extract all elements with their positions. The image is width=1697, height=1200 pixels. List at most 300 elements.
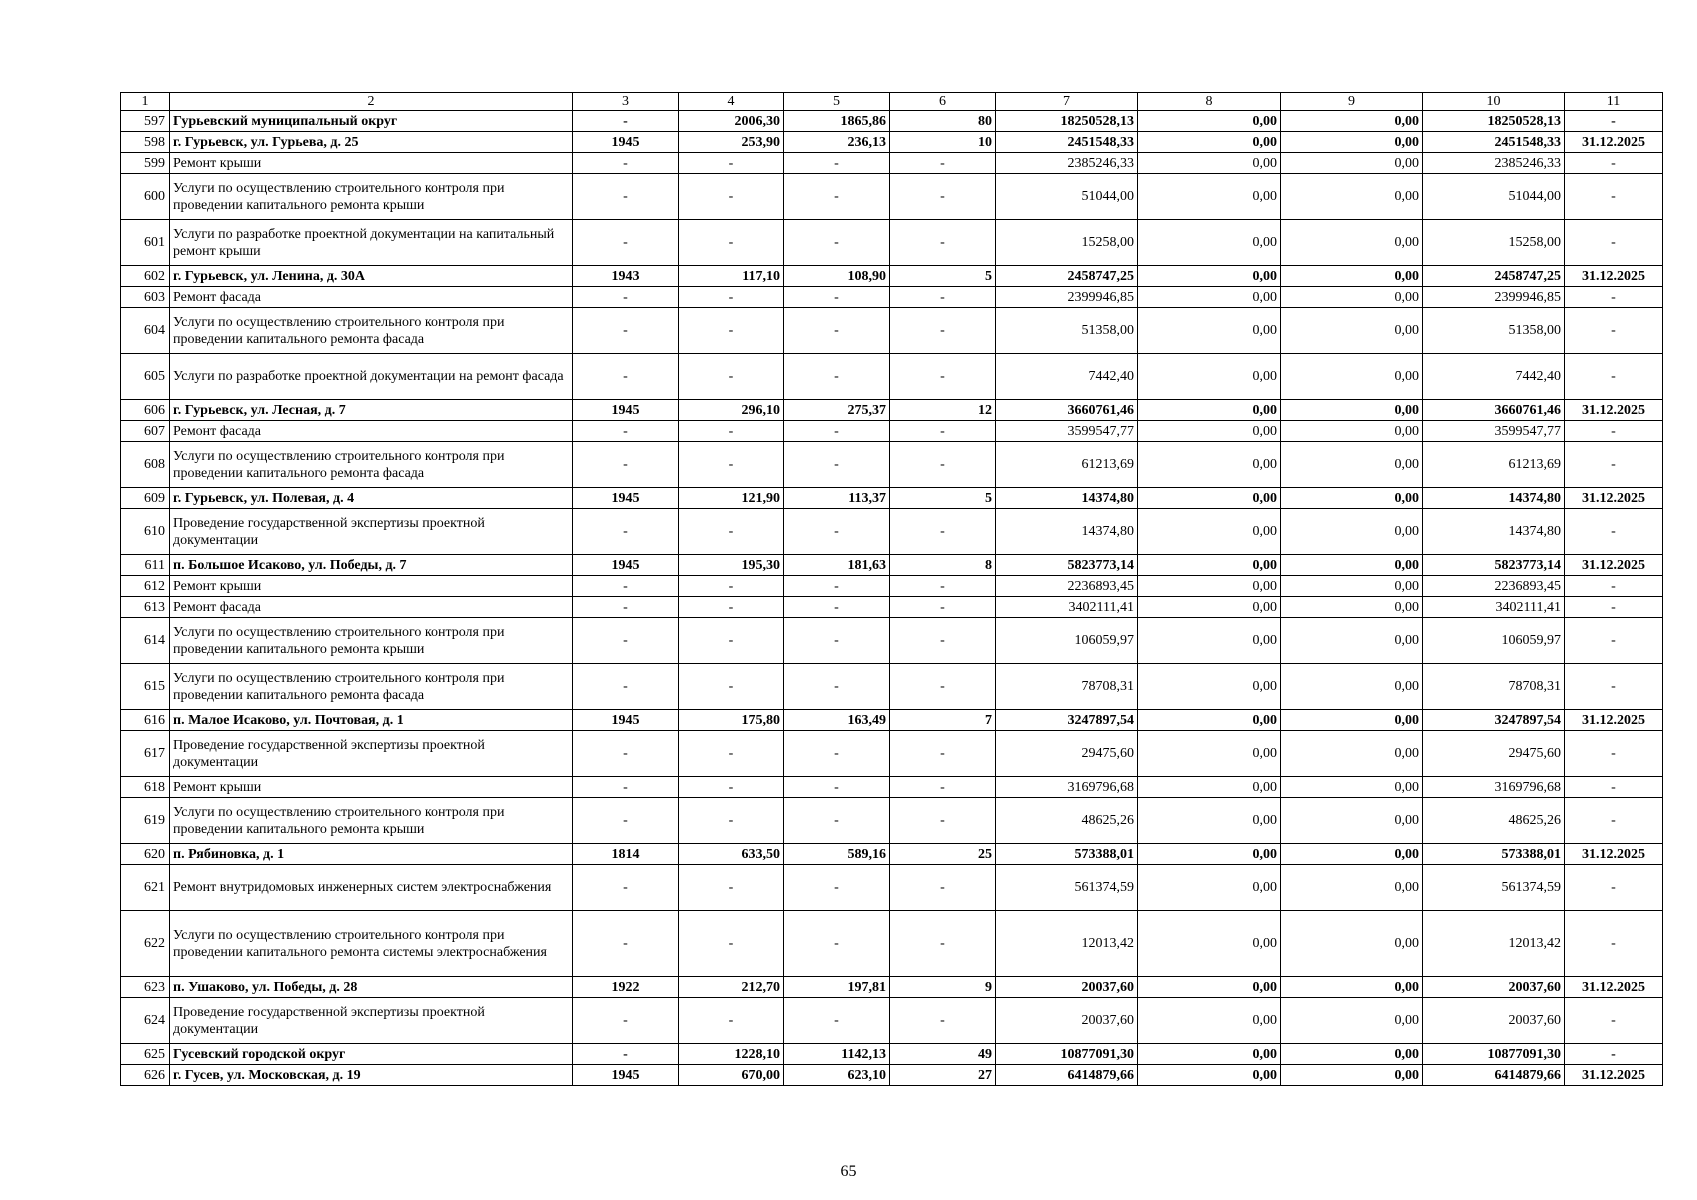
cost-total: 3599547,77 xyxy=(996,421,1138,442)
area-living: 181,63 xyxy=(784,555,890,576)
cost-local: 10877091,30 xyxy=(1423,1044,1565,1065)
cost-total: 2451548,33 xyxy=(996,132,1138,153)
area-total: 175,80 xyxy=(679,710,784,731)
row-number: 621 xyxy=(121,865,170,911)
cost-total: 61213,69 xyxy=(996,442,1138,488)
column-number: 5 xyxy=(784,93,890,111)
row-number: 609 xyxy=(121,488,170,509)
row-number: 600 xyxy=(121,174,170,220)
item-name: Услуги по осуществлению строительного контроля при проведении капитального ремонта крыши xyxy=(170,618,573,664)
area-living: 589,16 xyxy=(784,844,890,865)
item-name: п. Большое Исаково, ул. Победы, д. 7 xyxy=(170,555,573,576)
completion-date: - xyxy=(1565,509,1663,555)
cost-total: 5823773,14 xyxy=(996,555,1138,576)
row-number: 622 xyxy=(121,911,170,977)
cost-total: 6414879,66 xyxy=(996,1065,1138,1086)
year: - xyxy=(573,421,679,442)
cost-local: 15258,00 xyxy=(1423,220,1565,266)
cost-federal: 0,00 xyxy=(1138,555,1281,576)
area-living: 275,37 xyxy=(784,400,890,421)
row-number: 625 xyxy=(121,1044,170,1065)
cost-local: 3660761,46 xyxy=(1423,400,1565,421)
cost-total: 3402111,41 xyxy=(996,597,1138,618)
cost-local: 2451548,33 xyxy=(1423,132,1565,153)
cost-federal: 0,00 xyxy=(1138,153,1281,174)
table-row xyxy=(121,618,1663,664)
completion-date: - xyxy=(1565,421,1663,442)
item-name: Ремонт фасада xyxy=(170,421,573,442)
area-living: - xyxy=(784,998,890,1044)
cost-regional: 0,00 xyxy=(1281,174,1423,220)
area-total: - xyxy=(679,442,784,488)
cost-federal: 0,00 xyxy=(1138,777,1281,798)
area-total: 633,50 xyxy=(679,844,784,865)
completion-date: - xyxy=(1565,308,1663,354)
completion-date: - xyxy=(1565,998,1663,1044)
cost-federal: 0,00 xyxy=(1138,844,1281,865)
cost-regional: 0,00 xyxy=(1281,865,1423,911)
completion-date: - xyxy=(1565,731,1663,777)
year: - xyxy=(573,618,679,664)
area-total: 117,10 xyxy=(679,266,784,287)
table-row xyxy=(121,664,1663,710)
row-number: 623 xyxy=(121,977,170,998)
cost-regional: 0,00 xyxy=(1281,798,1423,844)
year: - xyxy=(573,777,679,798)
cost-federal: 0,00 xyxy=(1138,911,1281,977)
area-total: - xyxy=(679,731,784,777)
year: 1945 xyxy=(573,1065,679,1086)
residents: 27 xyxy=(890,1065,996,1086)
cost-regional: 0,00 xyxy=(1281,844,1423,865)
area-total: - xyxy=(679,998,784,1044)
row-number: 608 xyxy=(121,442,170,488)
residents: - xyxy=(890,618,996,664)
row-number: 603 xyxy=(121,287,170,308)
completion-date: 31.12.2025 xyxy=(1565,488,1663,509)
residents: - xyxy=(890,287,996,308)
item-name: п. Малое Исаково, ул. Почтовая, д. 1 xyxy=(170,710,573,731)
item-name: Ремонт крыши xyxy=(170,153,573,174)
table-row xyxy=(121,153,1663,174)
residents: 25 xyxy=(890,844,996,865)
column-number: 9 xyxy=(1281,93,1423,111)
area-total: 121,90 xyxy=(679,488,784,509)
table-row xyxy=(121,132,1663,153)
table-row xyxy=(121,798,1663,844)
residents: - xyxy=(890,354,996,400)
item-name: Услуги по осуществлению строительного контроля при проведении капитального ремонта фасада xyxy=(170,442,573,488)
table-row xyxy=(121,844,1663,865)
residents: 5 xyxy=(890,488,996,509)
year: 1945 xyxy=(573,555,679,576)
cost-federal: 0,00 xyxy=(1138,132,1281,153)
residents: - xyxy=(890,153,996,174)
cost-local: 2399946,85 xyxy=(1423,287,1565,308)
cost-local: 5823773,14 xyxy=(1423,555,1565,576)
year: - xyxy=(573,798,679,844)
residents: - xyxy=(890,777,996,798)
row-number: 599 xyxy=(121,153,170,174)
table-row xyxy=(121,421,1663,442)
cost-regional: 0,00 xyxy=(1281,1065,1423,1086)
cost-federal: 0,00 xyxy=(1138,798,1281,844)
table-row xyxy=(121,865,1663,911)
item-name: Ремонт крыши xyxy=(170,777,573,798)
cost-total: 14374,80 xyxy=(996,488,1138,509)
year: - xyxy=(573,664,679,710)
item-name: Проведение государственной экспертизы проектной документации xyxy=(170,509,573,555)
year: - xyxy=(573,865,679,911)
cost-local: 6414879,66 xyxy=(1423,1065,1565,1086)
row-number: 605 xyxy=(121,354,170,400)
area-total: - xyxy=(679,421,784,442)
cost-federal: 0,00 xyxy=(1138,174,1281,220)
row-number: 612 xyxy=(121,576,170,597)
area-total: - xyxy=(679,777,784,798)
area-living: 197,81 xyxy=(784,977,890,998)
area-living: - xyxy=(784,153,890,174)
area-living: 163,49 xyxy=(784,710,890,731)
cost-regional: 0,00 xyxy=(1281,111,1423,132)
table-row xyxy=(121,576,1663,597)
row-number: 626 xyxy=(121,1065,170,1086)
residents: 10 xyxy=(890,132,996,153)
item-name: Услуги по осуществлению строительного контроля при проведении капитального ремонта фасада xyxy=(170,308,573,354)
table-row xyxy=(121,998,1663,1044)
area-total: - xyxy=(679,618,784,664)
table-row xyxy=(121,731,1663,777)
cost-federal: 0,00 xyxy=(1138,354,1281,400)
cost-total: 20037,60 xyxy=(996,977,1138,998)
cost-regional: 0,00 xyxy=(1281,977,1423,998)
table-row xyxy=(121,488,1663,509)
row-number: 624 xyxy=(121,998,170,1044)
cost-local: 7442,40 xyxy=(1423,354,1565,400)
cost-total: 51044,00 xyxy=(996,174,1138,220)
cost-local: 561374,59 xyxy=(1423,865,1565,911)
completion-date: - xyxy=(1565,153,1663,174)
cost-federal: 0,00 xyxy=(1138,618,1281,664)
row-number: 614 xyxy=(121,618,170,664)
cost-federal: 0,00 xyxy=(1138,731,1281,777)
row-number: 616 xyxy=(121,710,170,731)
row-number: 615 xyxy=(121,664,170,710)
completion-date: - xyxy=(1565,618,1663,664)
cost-local: 12013,42 xyxy=(1423,911,1565,977)
residents: - xyxy=(890,731,996,777)
area-living: - xyxy=(784,220,890,266)
area-living: - xyxy=(784,354,890,400)
cost-total: 10877091,30 xyxy=(996,1044,1138,1065)
row-number: 611 xyxy=(121,555,170,576)
residents: 7 xyxy=(890,710,996,731)
item-name: Услуги по осуществлению строительного контроля при проведении капитального ремонта крыши xyxy=(170,798,573,844)
table-row xyxy=(121,509,1663,555)
residents: 80 xyxy=(890,111,996,132)
completion-date: - xyxy=(1565,597,1663,618)
cost-total: 106059,97 xyxy=(996,618,1138,664)
area-living: - xyxy=(784,798,890,844)
row-number: 604 xyxy=(121,308,170,354)
residents: - xyxy=(890,442,996,488)
table-row xyxy=(121,111,1663,132)
row-number: 618 xyxy=(121,777,170,798)
cost-local: 61213,69 xyxy=(1423,442,1565,488)
residents: - xyxy=(890,509,996,555)
cost-federal: 0,00 xyxy=(1138,509,1281,555)
cost-total: 51358,00 xyxy=(996,308,1138,354)
residents: 5 xyxy=(890,266,996,287)
area-total: 253,90 xyxy=(679,132,784,153)
residents: 12 xyxy=(890,400,996,421)
table-row xyxy=(121,308,1663,354)
cost-regional: 0,00 xyxy=(1281,308,1423,354)
item-name: Услуги по осуществлению строительного контроля при проведении капитального ремонта системы электроснабжения xyxy=(170,911,573,977)
residents: - xyxy=(890,865,996,911)
completion-date: 31.12.2025 xyxy=(1565,1065,1663,1086)
area-living: - xyxy=(784,421,890,442)
year: - xyxy=(573,731,679,777)
year: 1922 xyxy=(573,977,679,998)
cost-federal: 0,00 xyxy=(1138,442,1281,488)
item-name: Услуги по осуществлению строительного контроля при проведении капитального ремонта фасада xyxy=(170,664,573,710)
cost-regional: 0,00 xyxy=(1281,132,1423,153)
cost-federal: 0,00 xyxy=(1138,111,1281,132)
residents: - xyxy=(890,220,996,266)
row-number: 620 xyxy=(121,844,170,865)
residents: - xyxy=(890,174,996,220)
cost-local: 2458747,25 xyxy=(1423,266,1565,287)
item-name: Услуги по осуществлению строительного контроля при проведении капитального ремонта крыши xyxy=(170,174,573,220)
cost-local: 106059,97 xyxy=(1423,618,1565,664)
completion-date: - xyxy=(1565,442,1663,488)
cost-federal: 0,00 xyxy=(1138,998,1281,1044)
cost-total: 2236893,45 xyxy=(996,576,1138,597)
row-number: 610 xyxy=(121,509,170,555)
year: - xyxy=(573,1044,679,1065)
cost-total: 2399946,85 xyxy=(996,287,1138,308)
completion-date: - xyxy=(1565,174,1663,220)
row-number: 597 xyxy=(121,111,170,132)
cost-total: 3247897,54 xyxy=(996,710,1138,731)
cost-total: 561374,59 xyxy=(996,865,1138,911)
table-row xyxy=(121,400,1663,421)
area-total: - xyxy=(679,308,784,354)
cost-regional: 0,00 xyxy=(1281,421,1423,442)
area-total: 212,70 xyxy=(679,977,784,998)
item-name: Проведение государственной экспертизы проектной документации xyxy=(170,731,573,777)
item-name: Гусевский городской округ xyxy=(170,1044,573,1065)
cost-total: 48625,26 xyxy=(996,798,1138,844)
column-number: 4 xyxy=(679,93,784,111)
cost-federal: 0,00 xyxy=(1138,865,1281,911)
cost-total: 2458747,25 xyxy=(996,266,1138,287)
year: - xyxy=(573,354,679,400)
column-number: 3 xyxy=(573,93,679,111)
table-row xyxy=(121,1044,1663,1065)
residents: - xyxy=(890,576,996,597)
completion-date: - xyxy=(1565,664,1663,710)
cost-total: 7442,40 xyxy=(996,354,1138,400)
cost-local: 51044,00 xyxy=(1423,174,1565,220)
area-total: - xyxy=(679,576,784,597)
row-number: 602 xyxy=(121,266,170,287)
completion-date: - xyxy=(1565,576,1663,597)
item-name: г. Гурьевск, ул. Ленина, д. 30А xyxy=(170,266,573,287)
area-living: - xyxy=(784,442,890,488)
area-total: - xyxy=(679,911,784,977)
residents: 8 xyxy=(890,555,996,576)
cost-federal: 0,00 xyxy=(1138,576,1281,597)
area-living: - xyxy=(784,618,890,664)
year: - xyxy=(573,597,679,618)
table-row xyxy=(121,710,1663,731)
year: - xyxy=(573,287,679,308)
cost-local: 3599547,77 xyxy=(1423,421,1565,442)
cost-regional: 0,00 xyxy=(1281,442,1423,488)
cost-federal: 0,00 xyxy=(1138,664,1281,710)
column-number: 8 xyxy=(1138,93,1281,111)
residents: - xyxy=(890,798,996,844)
table-row xyxy=(121,911,1663,977)
column-number: 11 xyxy=(1565,93,1663,111)
cost-local: 20037,60 xyxy=(1423,977,1565,998)
year: 1945 xyxy=(573,400,679,421)
item-name: г. Гурьевск, ул. Гурьева, д. 25 xyxy=(170,132,573,153)
cost-federal: 0,00 xyxy=(1138,1044,1281,1065)
residents: - xyxy=(890,664,996,710)
item-name: Гурьевский муниципальный округ xyxy=(170,111,573,132)
table-row xyxy=(121,777,1663,798)
register-table xyxy=(120,92,1663,1086)
item-name: г. Гурьевск, ул. Лесная, д. 7 xyxy=(170,400,573,421)
column-number: 7 xyxy=(996,93,1138,111)
completion-date: - xyxy=(1565,777,1663,798)
column-number: 2 xyxy=(170,93,573,111)
area-total: - xyxy=(679,220,784,266)
cost-regional: 0,00 xyxy=(1281,220,1423,266)
cost-regional: 0,00 xyxy=(1281,911,1423,977)
completion-date: 31.12.2025 xyxy=(1565,977,1663,998)
area-living: - xyxy=(784,509,890,555)
completion-date: 31.12.2025 xyxy=(1565,844,1663,865)
cost-local: 2236893,45 xyxy=(1423,576,1565,597)
completion-date: - xyxy=(1565,111,1663,132)
row-number: 613 xyxy=(121,597,170,618)
completion-date: - xyxy=(1565,911,1663,977)
area-total: - xyxy=(679,597,784,618)
residents: 49 xyxy=(890,1044,996,1065)
area-living: - xyxy=(784,576,890,597)
table-row xyxy=(121,220,1663,266)
area-total: 296,10 xyxy=(679,400,784,421)
page-number: 65 xyxy=(840,1163,857,1180)
item-name: Услуги по разработке проектной документации на ремонт фасада xyxy=(170,354,573,400)
cost-local: 3169796,68 xyxy=(1423,777,1565,798)
cost-regional: 0,00 xyxy=(1281,710,1423,731)
completion-date: - xyxy=(1565,354,1663,400)
cost-regional: 0,00 xyxy=(1281,354,1423,400)
cost-federal: 0,00 xyxy=(1138,977,1281,998)
year: - xyxy=(573,220,679,266)
item-name: Ремонт фасада xyxy=(170,597,573,618)
table-row xyxy=(121,597,1663,618)
table-row xyxy=(121,442,1663,488)
area-total: - xyxy=(679,509,784,555)
cost-total: 78708,31 xyxy=(996,664,1138,710)
row-number: 606 xyxy=(121,400,170,421)
residents: - xyxy=(890,597,996,618)
cost-total: 29475,60 xyxy=(996,731,1138,777)
cost-federal: 0,00 xyxy=(1138,287,1281,308)
item-name: Ремонт фасада xyxy=(170,287,573,308)
area-living: 1865,86 xyxy=(784,111,890,132)
cost-regional: 0,00 xyxy=(1281,664,1423,710)
cost-regional: 0,00 xyxy=(1281,287,1423,308)
table-row xyxy=(121,1065,1663,1086)
row-number: 617 xyxy=(121,731,170,777)
cost-total: 12013,42 xyxy=(996,911,1138,977)
cost-local: 3402111,41 xyxy=(1423,597,1565,618)
area-living: - xyxy=(784,731,890,777)
cost-regional: 0,00 xyxy=(1281,555,1423,576)
cost-federal: 0,00 xyxy=(1138,421,1281,442)
year: 1945 xyxy=(573,132,679,153)
item-name: п. Рябиновка, д. 1 xyxy=(170,844,573,865)
cost-local: 18250528,13 xyxy=(1423,111,1565,132)
item-name: Услуги по разработке проектной документации на капитальный ремонт крыши xyxy=(170,220,573,266)
area-living: - xyxy=(784,865,890,911)
completion-date: - xyxy=(1565,798,1663,844)
cost-total: 2385246,33 xyxy=(996,153,1138,174)
area-total: - xyxy=(679,865,784,911)
completion-date: 31.12.2025 xyxy=(1565,132,1663,153)
area-living: - xyxy=(784,777,890,798)
completion-date: - xyxy=(1565,865,1663,911)
year: - xyxy=(573,308,679,354)
area-total: - xyxy=(679,287,784,308)
cost-total: 573388,01 xyxy=(996,844,1138,865)
residents: - xyxy=(890,911,996,977)
completion-date: - xyxy=(1565,220,1663,266)
year: - xyxy=(573,576,679,597)
item-name: п. Ушаково, ул. Победы, д. 28 xyxy=(170,977,573,998)
cost-local: 573388,01 xyxy=(1423,844,1565,865)
area-total: - xyxy=(679,798,784,844)
residents: - xyxy=(890,998,996,1044)
area-total: 2006,30 xyxy=(679,111,784,132)
area-living: 113,37 xyxy=(784,488,890,509)
row-number: 598 xyxy=(121,132,170,153)
area-living: - xyxy=(784,308,890,354)
cost-local: 2385246,33 xyxy=(1423,153,1565,174)
area-living: 623,10 xyxy=(784,1065,890,1086)
completion-date: - xyxy=(1565,1044,1663,1065)
cost-regional: 0,00 xyxy=(1281,153,1423,174)
cost-regional: 0,00 xyxy=(1281,266,1423,287)
column-number: 1 xyxy=(121,93,170,111)
year: - xyxy=(573,509,679,555)
cost-local: 48625,26 xyxy=(1423,798,1565,844)
area-total: - xyxy=(679,153,784,174)
cost-local: 29475,60 xyxy=(1423,731,1565,777)
row-number: 607 xyxy=(121,421,170,442)
column-number: 6 xyxy=(890,93,996,111)
table-body xyxy=(121,93,1663,1086)
area-living: - xyxy=(784,597,890,618)
table-row xyxy=(121,174,1663,220)
